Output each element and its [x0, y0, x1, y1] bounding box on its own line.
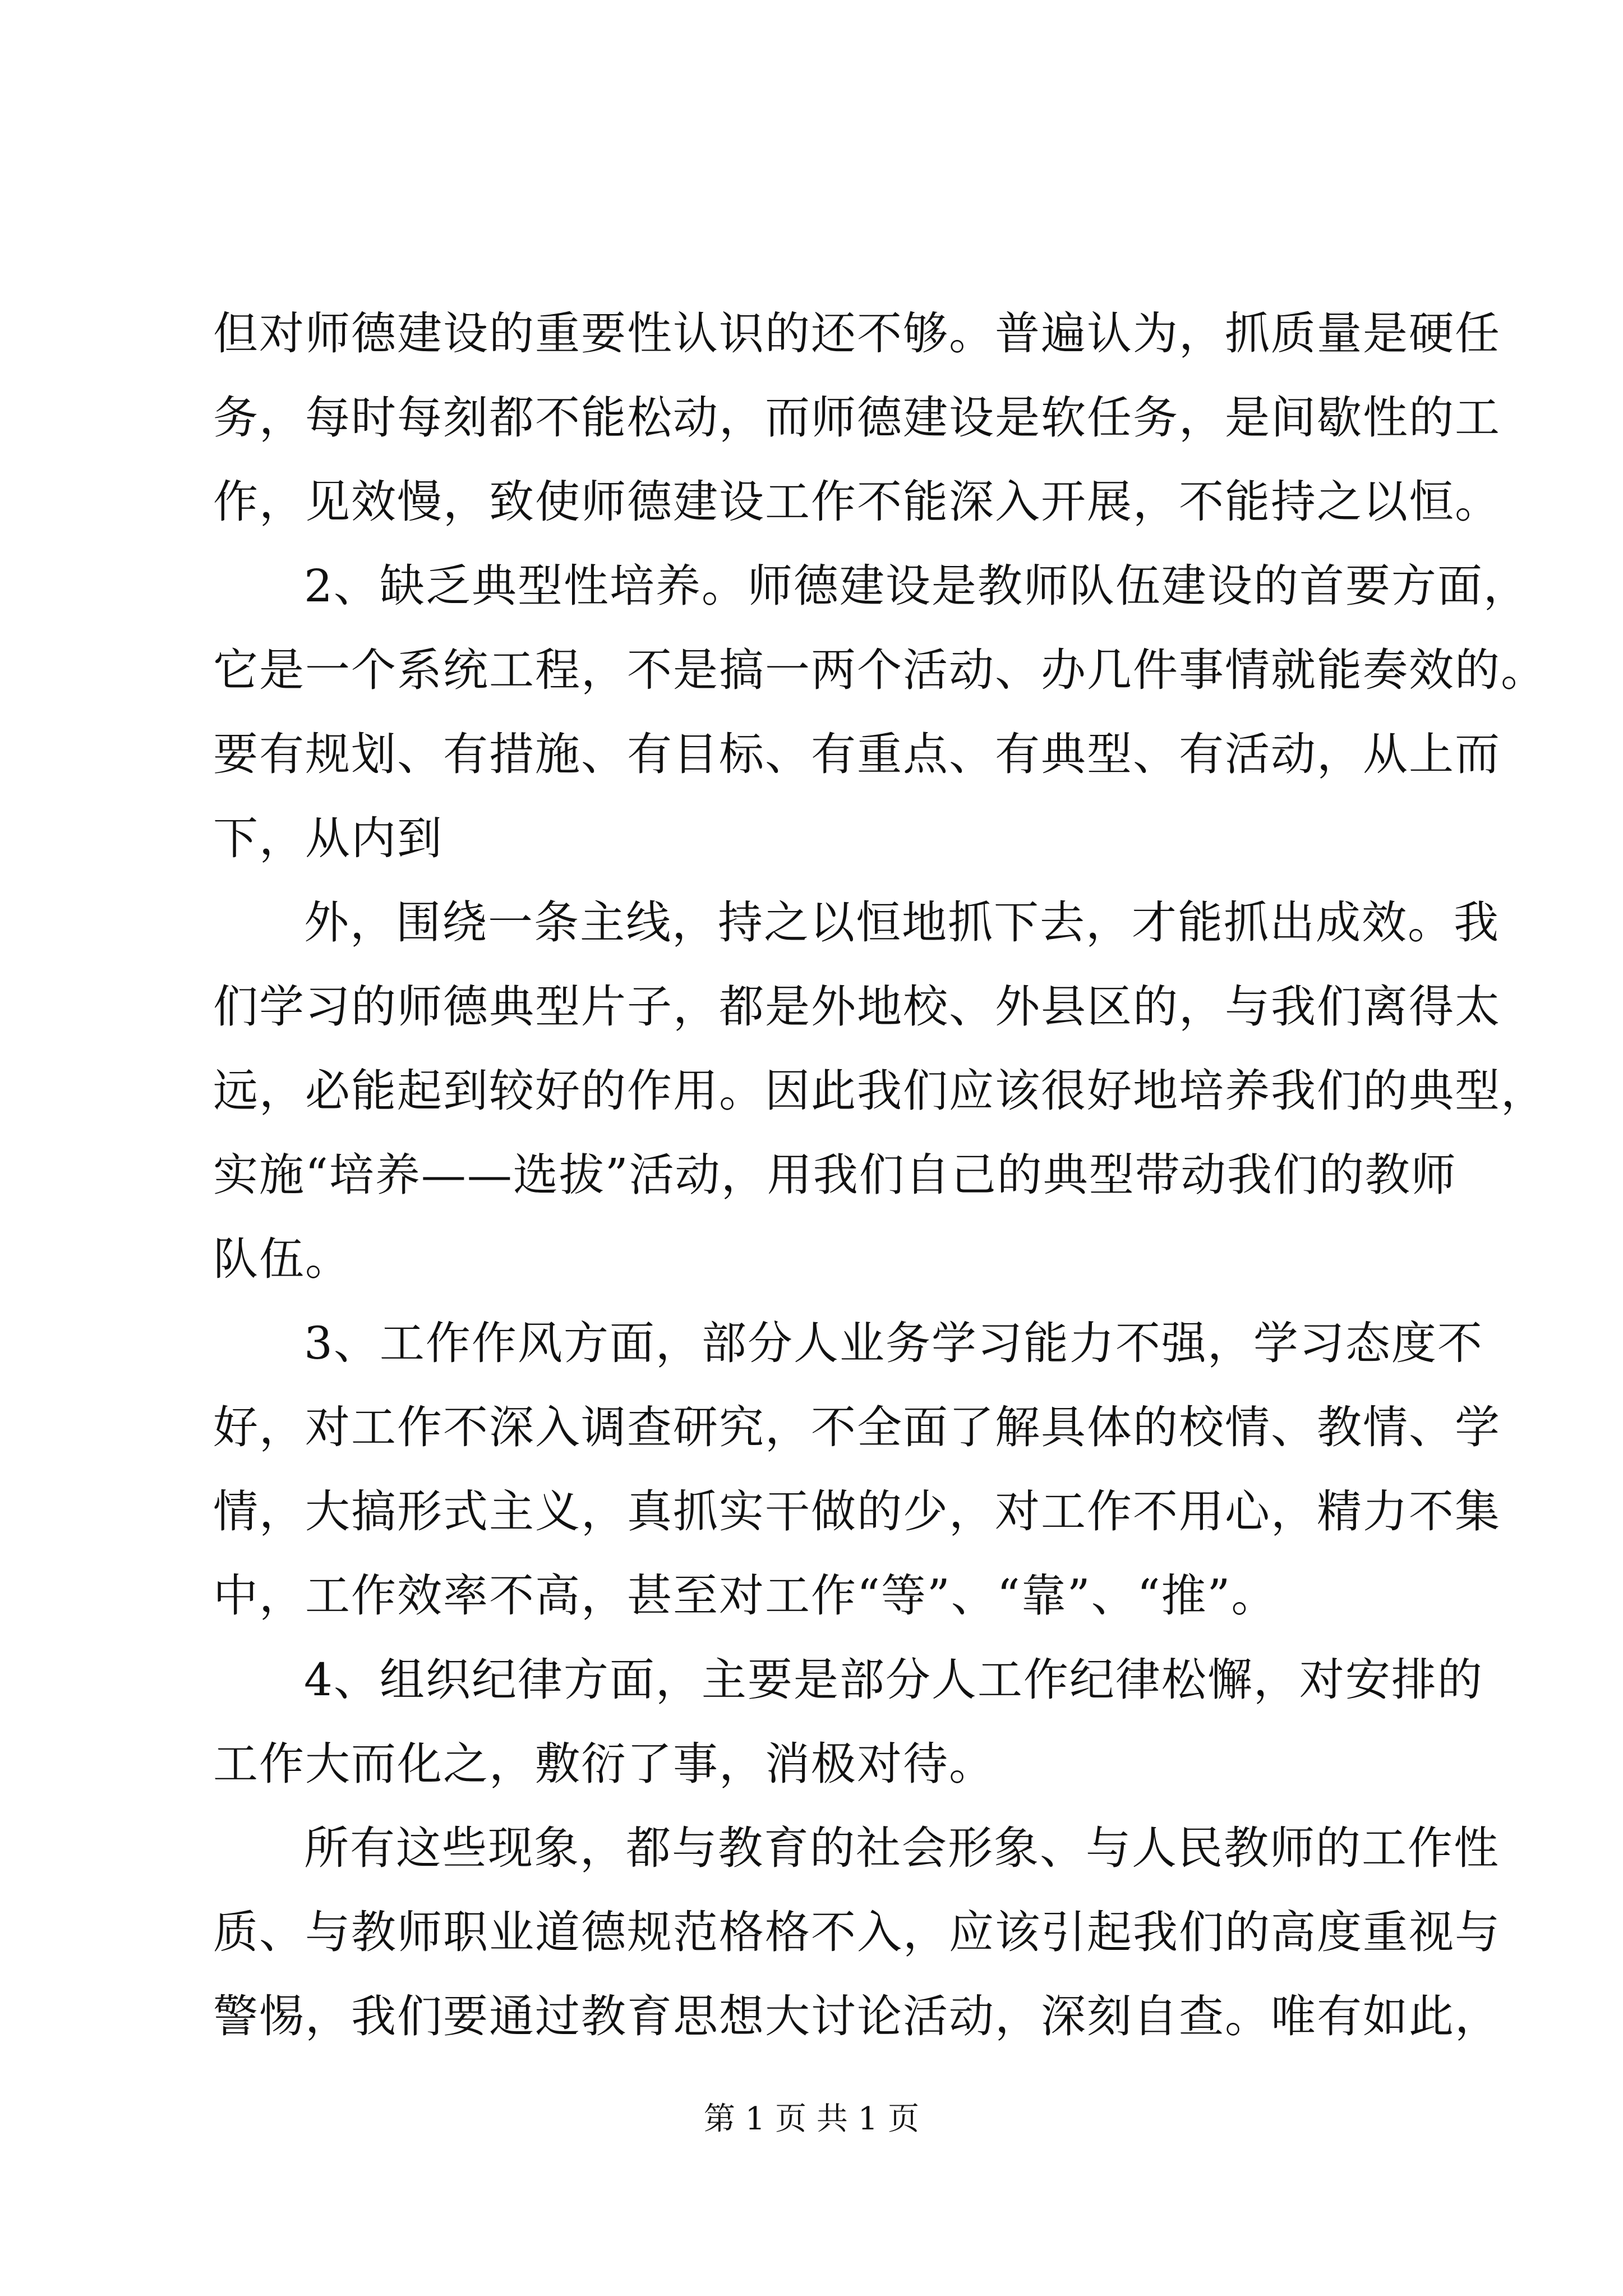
body-line-19: 所有这些现象，都与教育的社会形象、与人民教师的工作性	[304, 1822, 1500, 1874]
body-line-10: 远，必能起到较好的作用。因此我们应该很好地培养我们的典型，	[213, 1065, 1547, 1117]
body-line-9: 们学习的师德典型片子，都是外地校、外县区的，与我们离得太	[213, 981, 1501, 1033]
body-line-20: 质、与教师职业道德规范格格不入，应该引起我们的高度重视与	[213, 1906, 1501, 1958]
body-line-11: 实施“培养——选拔”活动，用我们自己的典型带动我们的教师	[213, 1149, 1457, 1201]
body-line-7: 下，从内到	[213, 812, 443, 864]
body-line-3: 作，见效慢，致使师德建设工作不能深入开展，不能持之以恒。	[213, 476, 1501, 528]
body-line-4: 2、缺乏典型性培养。师德建设是教师队伍建设的首要方面，	[304, 560, 1529, 612]
body-line-1: 但对师德建设的重要性认识的还不够。普遍认为，抓质量是硬任	[213, 307, 1501, 360]
body-line-15: 情，大搞形式主义，真抓实干做的少，对工作不用心，精力不集	[213, 1485, 1501, 1538]
body-line-12: 队伍。	[213, 1233, 351, 1285]
body-line-17: 4、组织纪律方面，主要是部分人工作纪律松懈，对安排的	[304, 1654, 1483, 1706]
body-line-2: 务，每时每刻都不能松动，而师德建设是软任务，是间歇性的工	[213, 392, 1501, 444]
body-line-21: 警惕，我们要通过教育思想大讨论活动，深刻自查。唯有如此，	[213, 1990, 1501, 2042]
body-line-5: 它是一个系统工程，不是搞一两个活动、办几件事情就能奏效的。	[213, 644, 1547, 696]
body-line-16: 中，工作效率不高，甚至对工作“等”、“靠”、“推”。	[213, 1570, 1278, 1622]
body-line-8: 外，围绕一条主线，持之以恒地抓下去，才能抓出成效。我	[304, 896, 1500, 949]
page-footer: 第 1 页 共 1 页	[703, 2101, 920, 2137]
body-line-14: 好，对工作不深入调查研究，不全面了解具体的校情、教情、学	[213, 1401, 1501, 1453]
body-line-13: 3、工作作风方面，部分人业务学习能力不强，学习态度不	[304, 1317, 1483, 1369]
body-line-6: 要有规划、有措施、有目标、有重点、有典型、有活动，从上而	[213, 728, 1501, 780]
body-line-18: 工作大而化之，敷衍了事，消极对待。	[213, 1738, 995, 1790]
